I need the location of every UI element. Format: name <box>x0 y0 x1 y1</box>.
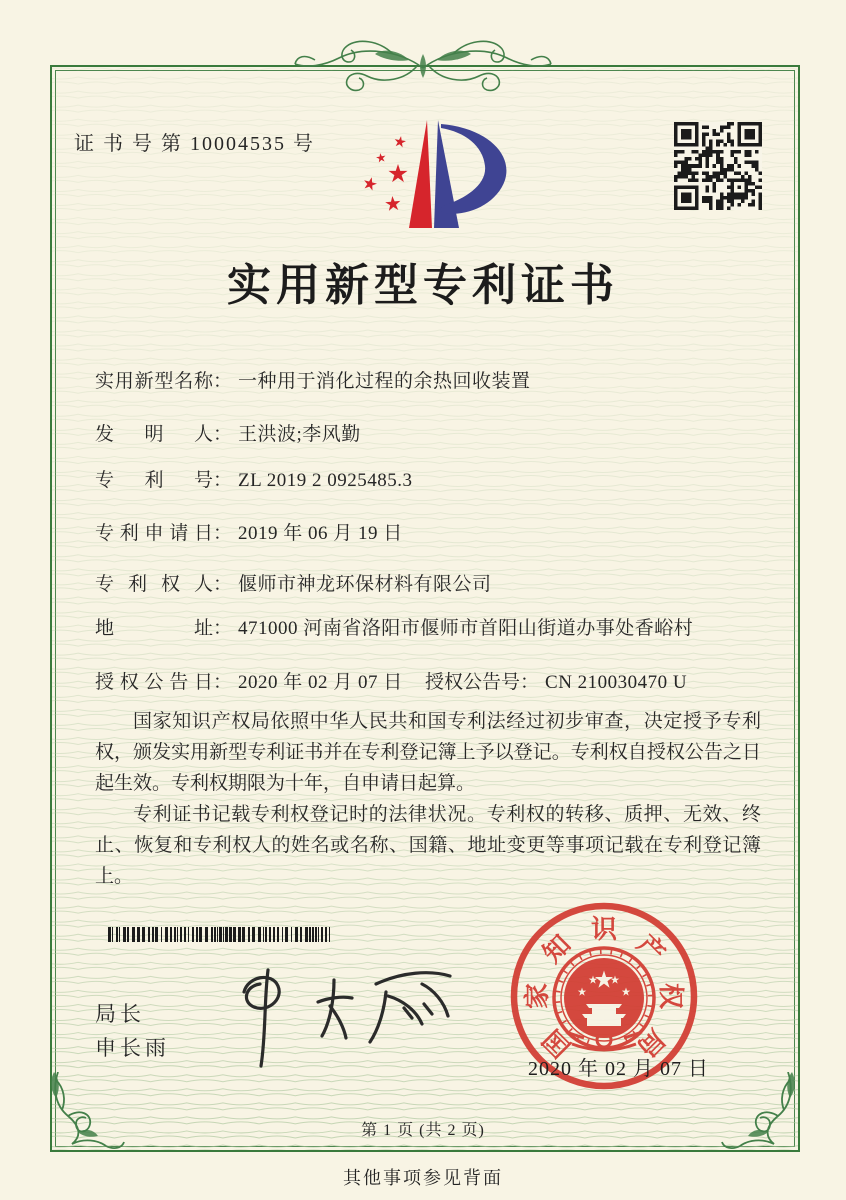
field-value: 一种用于消化过程的余热回收装置 <box>238 371 531 392</box>
director-title: 局长 <box>95 1002 145 1026</box>
back-note: 其他事项参见背面 <box>343 1168 503 1188</box>
grant-date-value: 2020 年 02 月 07 日 <box>238 672 403 693</box>
field-value: 471000 河南省洛阳市偃师市首阳山街道办事处香峪村 <box>238 618 694 639</box>
page-indicator: 第 1 页 (共 2 页) <box>361 1122 485 1139</box>
director-name: 申长雨 <box>95 1036 170 1060</box>
field-row-filing-date: 专利申请日： 2019 年 06 月 19 日 <box>95 518 403 545</box>
field-row-inventor: 发明人： 王洪波;李风勤 <box>95 419 361 446</box>
svg-text:国: 国 <box>537 1023 577 1063</box>
logo-red-wedge <box>409 120 432 228</box>
legal-text <box>95 706 761 892</box>
field-row-patent-number: 专利号： ZL 2019 2 0925485.3 <box>95 465 413 492</box>
svg-text:识: 识 <box>590 915 618 944</box>
field-row-invention-name: 实用新型名称： 一种用于消化过程的余热回收装置 <box>95 366 531 393</box>
cnipa-logo <box>348 114 528 236</box>
field-label: 发明人 <box>95 424 213 445</box>
barcode <box>108 927 330 942</box>
field-value: 王洪波;李风勤 <box>238 424 361 445</box>
emblem-gate <box>582 1004 626 1026</box>
legal-paragraph-2: 专利证书记载专利权登记时的法律状况。专利权的转移、质押、无效、终止、恢复和专利权人的姓名或名称、国籍、地址变更等事项记载在专利登记簿上。 <box>95 804 761 887</box>
logo-stars <box>364 136 407 211</box>
field-row-address: 地址： 471000 河南省洛阳市偃师市首阳山街道办事处香峪村 <box>95 613 693 640</box>
legal-paragraph-1: 国家知识产权局依照中华人民共和国专利法经过初步审查，决定授予专利权，颁发实用新型专利证书并在专利登记簿上予以登记。专利权自授权公告之日起生效。专利权期限为十年，自申请日起算。 <box>95 711 761 794</box>
field-value: 偃师市神龙环保材料有限公司 <box>238 574 492 595</box>
field-label: 专利申请日 <box>95 523 213 544</box>
certificate-number: 证 书 号 第 10004535 号 <box>74 133 315 155</box>
field-row-patentee: 专利权人： 偃师市神龙环保材料有限公司 <box>95 569 492 596</box>
svg-text:知: 知 <box>537 929 577 969</box>
svg-text:权: 权 <box>656 982 685 1010</box>
grant-number-label: 授权公告号 <box>425 672 521 693</box>
qr-code <box>674 122 762 210</box>
svg-text:家: 家 <box>523 982 552 1010</box>
grant-date-label: 授权公告日 <box>95 672 213 693</box>
field-value: 2019 年 06 月 19 日 <box>238 523 403 544</box>
certificate-title: 实用新型专利证书 <box>227 261 619 310</box>
top-flourish-ornament <box>293 36 553 98</box>
svg-text:产: 产 <box>631 929 671 969</box>
field-label: 实用新型名称 <box>95 371 213 392</box>
field-value: ZL 2019 2 0925485.3 <box>238 470 413 491</box>
field-label: 专利号 <box>95 470 213 491</box>
field-row-grant: 授权公告日： 2020 年 02 月 07 日 授权公告号： CN 210030470 U <box>95 667 403 694</box>
svg-text:局: 局 <box>631 1023 671 1063</box>
field-label: 地址 <box>95 618 213 639</box>
director-signature <box>228 942 473 1072</box>
field-label: 专利权人 <box>95 574 213 595</box>
seal-date: 2020 年 02 月 07 日 <box>528 1058 709 1080</box>
grant-number-value: CN 210030470 U <box>545 672 688 693</box>
